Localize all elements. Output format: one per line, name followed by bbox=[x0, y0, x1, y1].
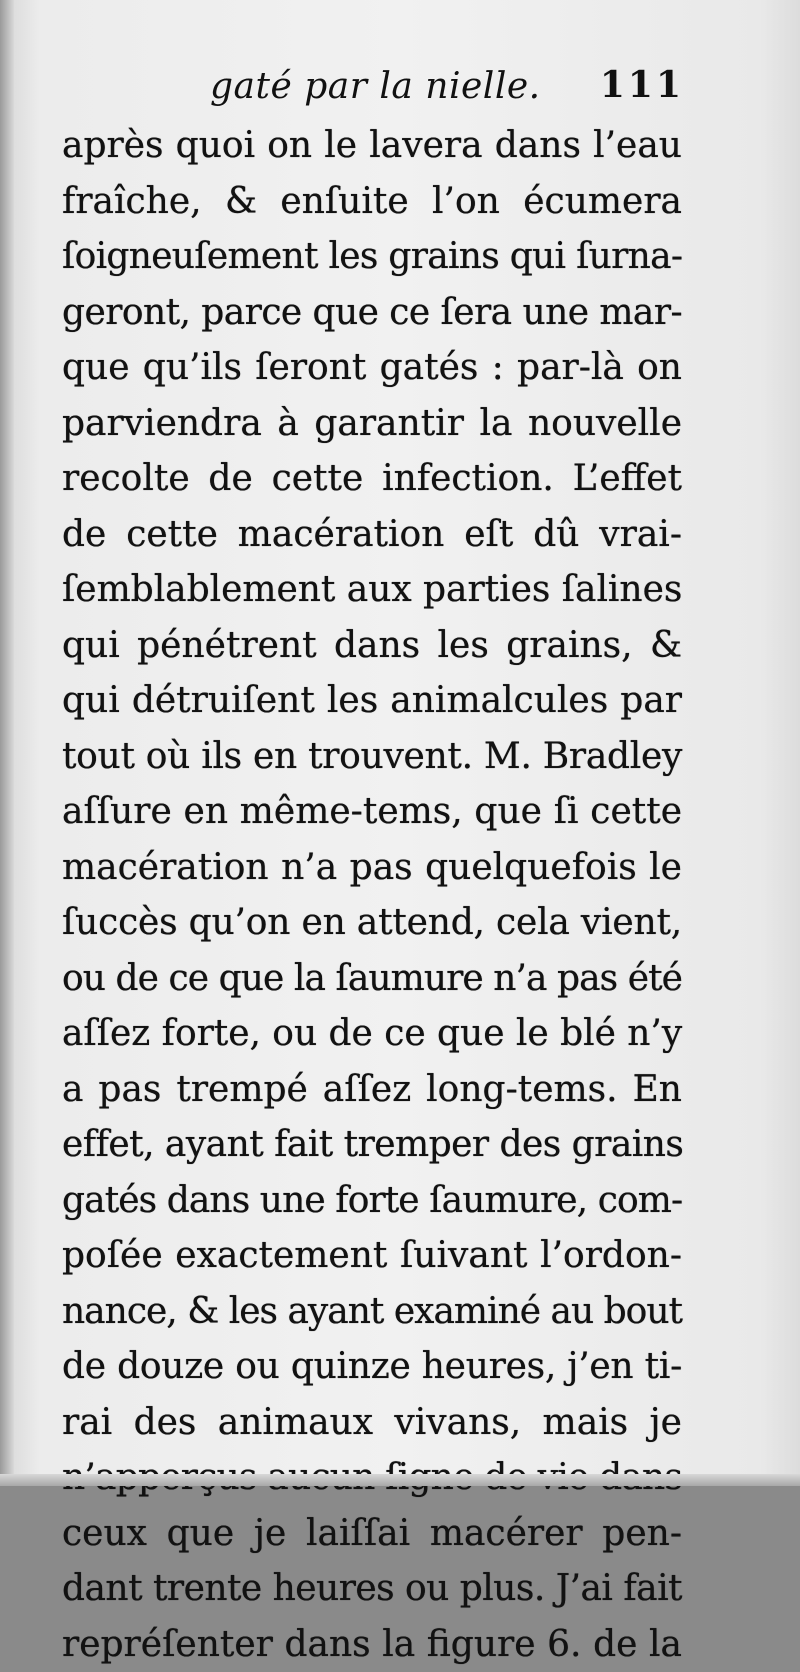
text-line: nance, & les ayant examiné au bout bbox=[62, 1284, 682, 1340]
text-line: dant trente heures ou plus. J’ai fait bbox=[62, 1561, 682, 1617]
text-line: gatés dans une forte ſaumure, com- bbox=[62, 1173, 682, 1229]
text-line: qui pénétrent dans les grains, & bbox=[62, 618, 682, 674]
text-line: fraîche, & enſuite l’on écumera bbox=[62, 174, 682, 230]
text-line: effet, ayant fait tremper des grains bbox=[62, 1117, 682, 1173]
text-line: tout où ils en trouvent. M. Bradley bbox=[62, 729, 682, 785]
page-bottom-edge bbox=[0, 1474, 800, 1486]
text-line: geront, parce que ce ſera une mar- bbox=[62, 285, 682, 341]
text-line: aſſez forte, ou de ce que le blé n’y bbox=[62, 1006, 682, 1062]
text-line: ceux que je laiſſai macérer pen- bbox=[62, 1506, 682, 1562]
text-line: poſée exactement ſuivant l’ordon- bbox=[62, 1228, 682, 1284]
text-line: ſuccès qu’on en attend, cela vient, bbox=[62, 895, 682, 951]
running-title: gaté par la nielle. bbox=[210, 66, 541, 107]
text-line: parviendra à garantir la nouvelle bbox=[62, 396, 682, 452]
page-header bbox=[60, 58, 680, 110]
text-line: ſoigneuſement les grains qui ſurna- bbox=[62, 229, 682, 285]
text-line: rai des animaux vivans, mais je bbox=[62, 1395, 682, 1451]
text-line: qui détruiſent les animalcules par bbox=[62, 673, 682, 729]
text-line: que qu’ils ſeront gatés : par-là on bbox=[62, 340, 682, 396]
page-number: 111 bbox=[600, 64, 684, 106]
text-line: de cette macération eſt dû vrai- bbox=[62, 507, 682, 563]
text-line: de douze ou quinze heures, j’en ti- bbox=[62, 1339, 682, 1395]
text-line: repréſenter dans la figure 6. de la bbox=[62, 1617, 682, 1672]
text-line: après quoi on le lavera dans l’eau bbox=[62, 118, 682, 174]
body-text bbox=[62, 118, 682, 1672]
text-line: recolte de cette infection. L’effet bbox=[62, 451, 682, 507]
text-line: macération n’a pas quelquefois le bbox=[62, 840, 682, 896]
text-line: a pas trempé aſſez long-tems. En bbox=[62, 1062, 682, 1118]
text-line: aſſure en même-tems, que ſi cette bbox=[62, 784, 682, 840]
text-line: ou de ce que la ſaumure n’a pas été bbox=[62, 951, 682, 1007]
text-line: ſemblablement aux parties ſalines bbox=[62, 562, 682, 618]
